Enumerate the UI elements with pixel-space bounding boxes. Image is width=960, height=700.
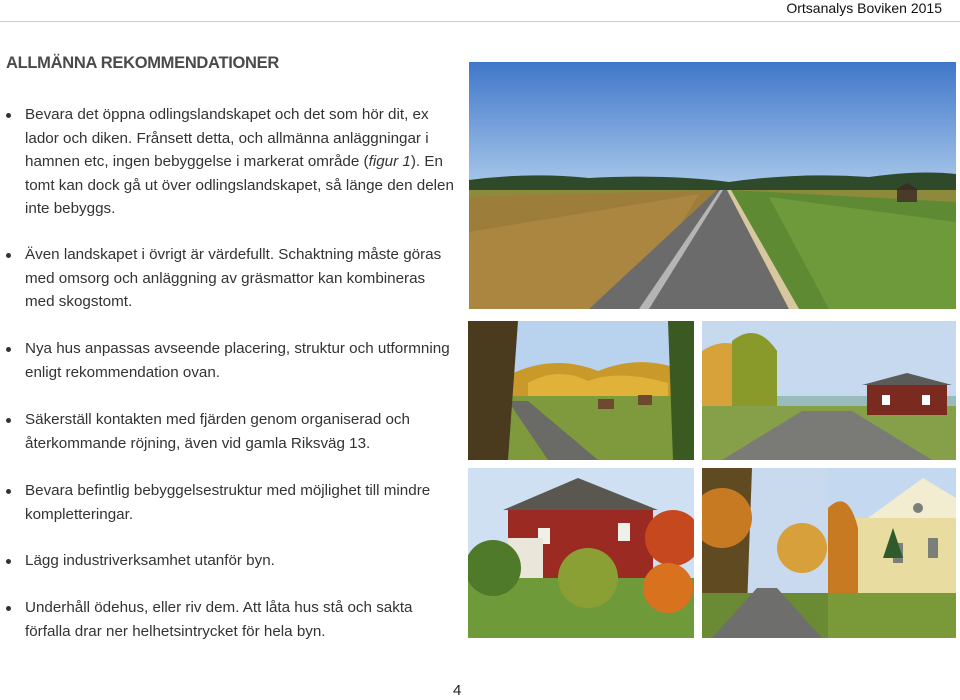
photo-road-farmland bbox=[469, 62, 956, 309]
header-rule bbox=[0, 21, 960, 22]
recommendation-item: Säkerställ kontakten med fjärden genom organiserad och återkommande röjning, även vid gamla Riksväg 13. bbox=[25, 408, 455, 455]
photo-autumn-village bbox=[468, 321, 694, 460]
recommendation-item: Även landskapet i övrigt är värdefullt. Schaktning måste göras med omsorg och anläggning av gräsmattor kan kombineras med skogstomt. bbox=[25, 243, 455, 314]
running-header: Ortsanalys Boviken 2015 bbox=[786, 0, 942, 16]
photo-tree-lined-road bbox=[702, 468, 828, 638]
recommendation-item: Underhåll ödehus, eller riv dem. Att låta hus stå och sakta förfalla drar ner helhetsintrycket för hela byn. bbox=[25, 596, 455, 643]
recommendation-item: Bevara befintlig bebyggelsestruktur med möjlighet till mindre kompletteringar. bbox=[25, 479, 455, 526]
photo-red-house-garden bbox=[468, 468, 694, 638]
figure-reference: figur 1 bbox=[368, 153, 411, 170]
photo-yellow-building bbox=[828, 468, 956, 638]
recommendation-item: Lägg industriverksamhet utanför byn. bbox=[25, 549, 455, 573]
section-heading: ALLMÄNNA REKOMMENDATIONER bbox=[6, 54, 279, 72]
recommendation-item bbox=[25, 103, 455, 221]
recommendation-text: Bevara det öppna odlingslandskapet och det som hör dit, ex lador och diken. Frånsett detta, och allmänna anläggningar i hamnen etc, ingen bebyggelse i markerat område ( bbox=[25, 106, 429, 170]
recommendation-item: Nya hus anpassas avseende placering, struktur och utformning enligt rekommendation ovan. bbox=[25, 337, 455, 384]
page-number: 4 bbox=[453, 682, 462, 699]
photo-red-cottage-road bbox=[702, 321, 956, 460]
recommendation-text: ). En tomt kan dock gå ut över odlingslandskapet, så länge den delen inte bebyggs. bbox=[25, 153, 454, 217]
